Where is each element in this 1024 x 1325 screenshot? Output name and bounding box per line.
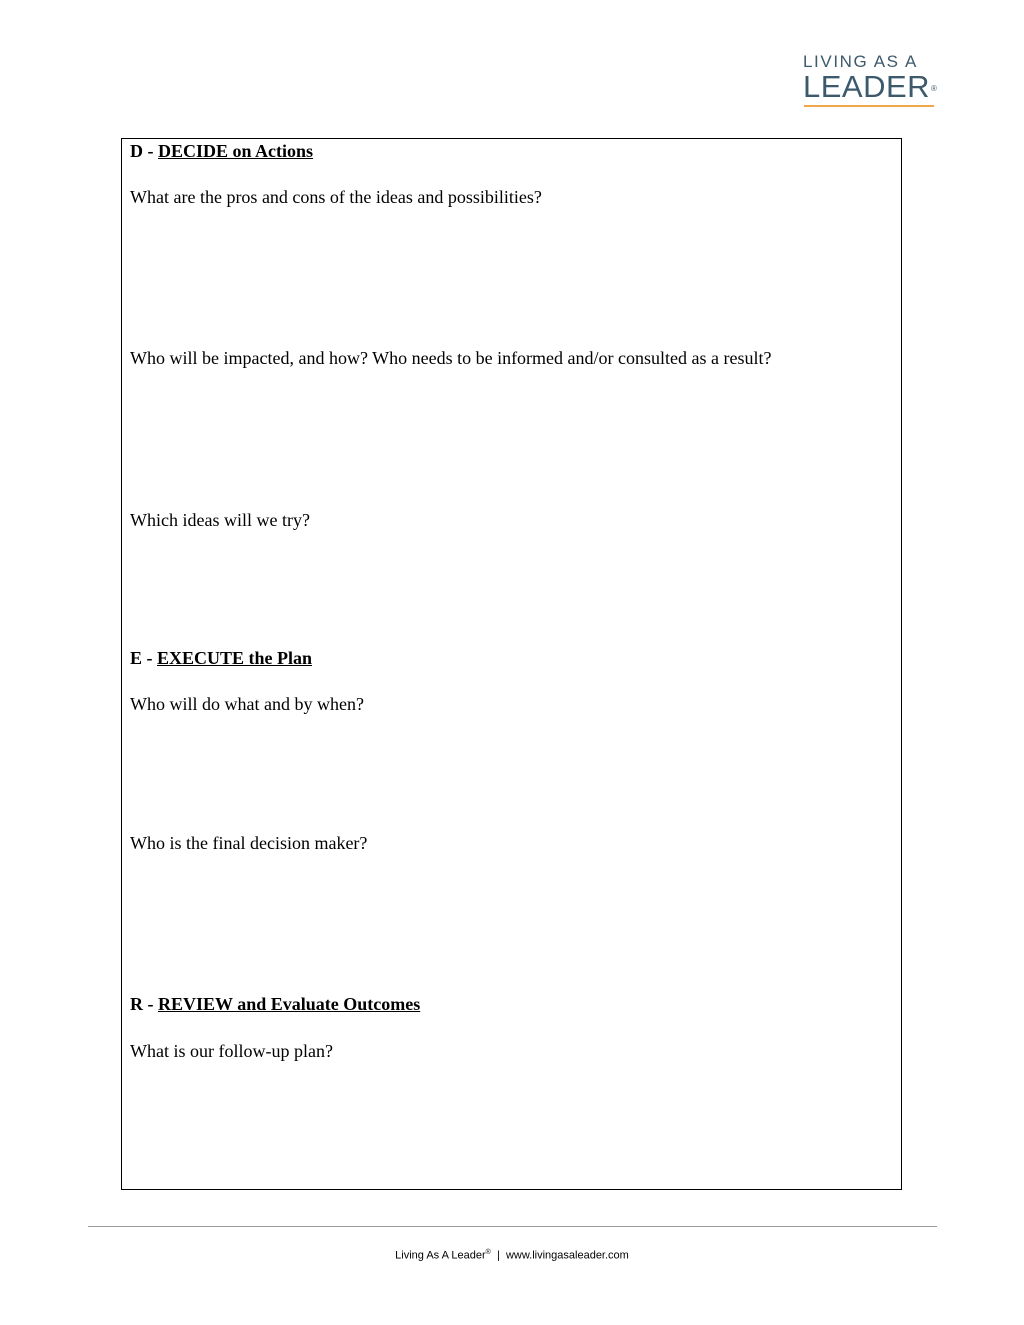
question-who-what-when: Who will do what and by when? — [130, 694, 364, 714]
page-footer — [0, 1249, 1024, 1262]
footer-divider — [88, 1226, 937, 1227]
footer-separator: | — [490, 1249, 506, 1262]
footer-website-link[interactable]: www.livingasaleader.com — [505, 1249, 629, 1262]
section-letter-d: D - — [130, 141, 158, 161]
question-decision-maker: Who is the final decision maker? — [130, 833, 368, 853]
logo-line-2 — [803, 69, 945, 104]
section-letter-r: R - — [130, 994, 158, 1014]
logo-line-1: LIVING AS A — [803, 52, 918, 71]
footer-registered-mark: ® — [485, 1249, 491, 1256]
section-heading-decide — [130, 140, 313, 162]
logo-registered-mark: ® — [931, 84, 938, 93]
section-title-review: REVIEW and Evaluate Outcomes — [158, 994, 421, 1014]
brand-logo — [803, 52, 945, 102]
section-letter-e: E - — [130, 648, 157, 668]
footer-brand: Living As A Leader — [395, 1249, 486, 1262]
section-title-decide: DECIDE on Actions — [158, 141, 314, 161]
logo-accent-underline — [804, 105, 934, 107]
section-title-execute: EXECUTE the Plan — [157, 648, 313, 668]
section-heading-execute — [130, 647, 312, 669]
question-follow-up: What is our follow-up plan? — [130, 1041, 333, 1061]
question-pros-cons: What are the pros and cons of the ideas and possibilities? — [130, 187, 542, 207]
question-ideas-try: Which ideas will we try? — [130, 510, 310, 530]
section-heading-review — [130, 993, 420, 1015]
logo-wordmark: LEADER — [803, 69, 931, 104]
question-impacted: Who will be impacted, and how? Who needs to be informed and/or consulted as a result? — [130, 348, 772, 368]
